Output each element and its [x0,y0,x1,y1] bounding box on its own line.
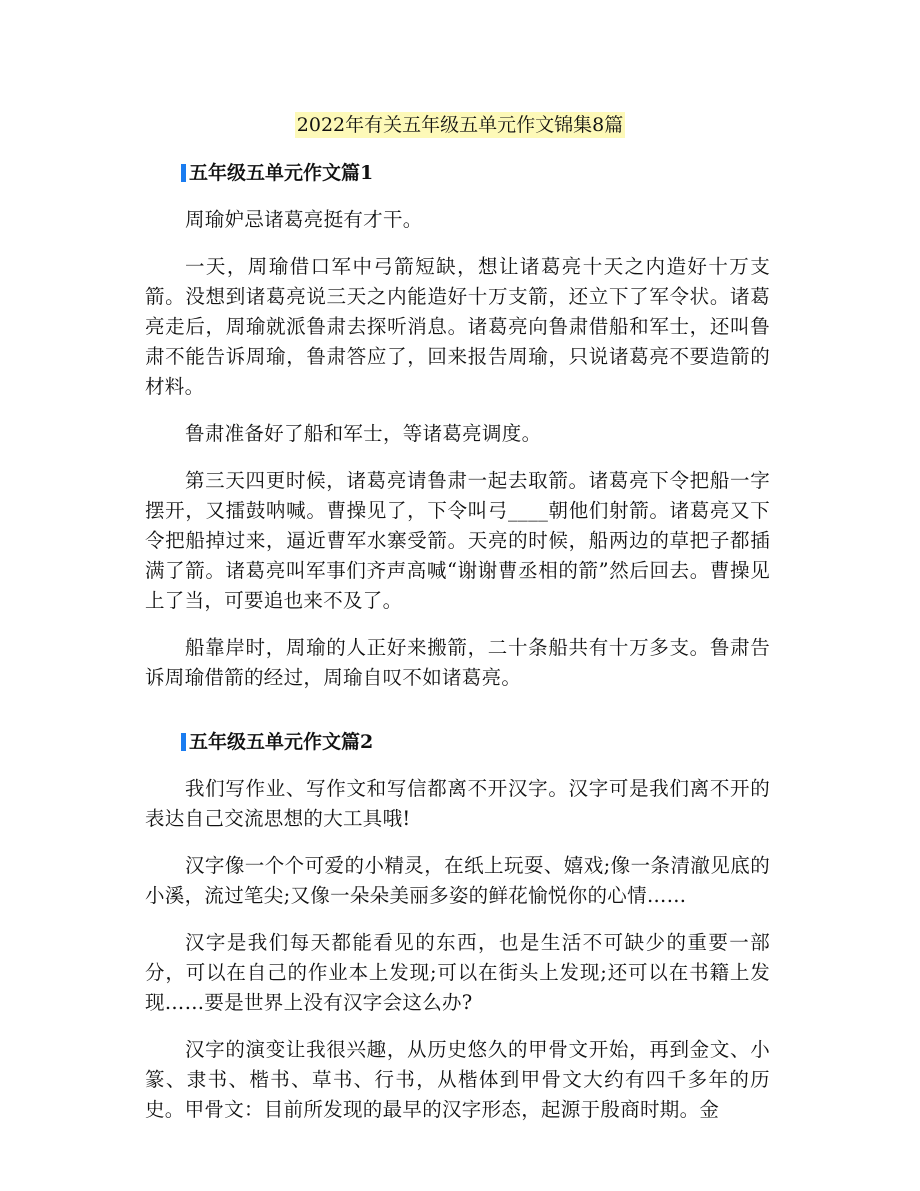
paragraph: 汉字像一个个可爱的小精灵，在纸上玩耍、嬉戏;像一条清澈见底的小溪，流过笔尖;又像一朵朵美丽多姿的鲜花愉悦你的心情…… [145,854,770,907]
paragraph: 一天，周瑜借口军中弓箭短缺，想让诸葛亮十天之内造好十万支箭。没想到诸葛亮说三天之内能造好十万支箭，还立下了军令状。诸葛亮走后，周瑜就派鲁肃去探听消息。诸葛亮向鲁肃借船和军士，还叫鲁肃不能告诉周瑜，鲁肃答应了，回来报告周瑜，只说诸葛亮不要造箭的材料。 [145,255,770,398]
section-heading-2: 五年级五单元作文篇2 [181,727,806,757]
heading-bar-icon [181,733,186,751]
paragraph: 周瑜妒忌诸葛亮挺有才干。 [184,208,423,231]
paragraph: 第三天四更时候，诸葛亮请鲁肃一起去取箭。诸葛亮下令把船一字摆开，又擂鼓呐喊。曹操见了，下令叫弓____朝他们射箭。诸葛亮又下令把船掉过来，逼近曹军水寨受箭。天亮的时候，船两边的草把子都插满了箭。诸葛亮叫军事们齐声高喊“谢谢曹丞相的箭”然后回去。曹操见上了当，可要追也来不及了。 [145,469,770,612]
paragraph: 鲁肃准备好了船和军士，等诸葛亮调度。 [184,422,542,445]
paragraph: 汉字的演变让我很兴趣，从历史悠久的甲骨文开始，再到金文、小篆、隶书、楷书、草书、行书，从楷体到甲骨文大约有四千多年的历史。甲骨文：目前所发现的最早的汉字形态，起源于殷商时期。金 [145,1038,770,1121]
paragraph: 船靠岸时，周瑜的人正好来搬箭，二十条船共有十万多支。鲁肃告诉周瑜借箭的经过，周瑜自叹不如诸葛亮。 [145,636,770,689]
document-title: 2022年有关五年级五单元作文锦集8篇 [296,114,624,136]
paragraph: 汉字是我们每天都能看见的东西，也是生活不可缺少的重要一部分，可以在自己的作业本上发现;可以在街头上发现;还可以在书籍上发现……要是世界上没有汉字会这么办? [145,931,770,1014]
paragraph: 我们写作业、写作文和写信都离不开汉字。汉字可是我们离不开的表达自己交流思想的大工具哦! [145,777,770,830]
heading-bar-icon [181,164,186,182]
document-body [145,158,770,1142]
section-heading-1: 五年级五单元作文篇1 [181,158,806,188]
